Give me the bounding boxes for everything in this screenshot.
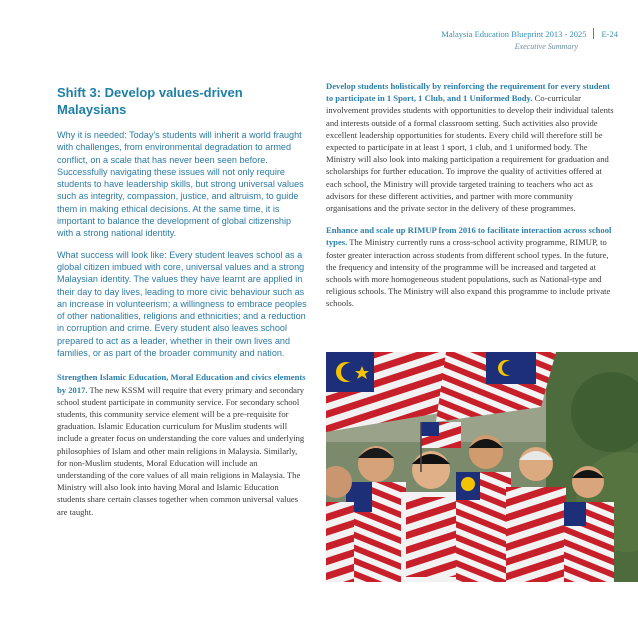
students-with-flags-photo <box>326 352 638 582</box>
document-title: Malaysia Education Blueprint 2013 - 2025 <box>441 29 587 39</box>
holistic-lead: Develop students holistically by reinforcing the requirement for every student to participate in 1 Sport, 1 Club, and 1 Uniformed Body. <box>326 81 610 104</box>
rimup-body: The Ministry currently runs a cross-school activity programme, RIMUP, to foster greater interaction across students from different school types. In the future, the frequency and intensity of the programme will be increased and targeted at schools with more homogeneous student populations, such as National-type and religious schools. The Ministry will also expand this programme to include private schools. <box>326 237 611 309</box>
left-column <box>57 84 307 528</box>
islamic-education-body: The new KSSM will require that every primary and secondary school student participate in community service. For secondary school students, this community service element will be a pre-requisite for graduation. Islamic Education curriculum for Muslim students will include a greater focus on understanding the core values and underlying philosophies of Islam and other main religions in Malaysia. Similarly, for non-Muslim students, Moral Education will include an understanding of the core values of all main religions in Malaysia. The Ministry will also look into having Moral and Islamic Education students share certain classes together when common universal values are taught. <box>57 384 305 517</box>
holistic-paragraph <box>326 80 618 214</box>
success-paragraph: What success will look like: Every student leaves school as a global citizen imbued with core, universal values and a strong Malaysian identity. The values they have learnt are applied in their day to day lives, leading to more civic behaviour such as an increase in volunteerism; a willingness to embrace peoples of other nationalities, religions and ethnicities; and a reduction in corruption and crime. Every student also leaves school prepared to act as a leader, whether in their own lives and families, or as part of the broader community and nation. <box>57 249 307 359</box>
why-needed-paragraph: Why it is needed: Today's students will inherit a world fraught with challenges, from environmental degradation to armed conflict, on a scale that has never been seen before. Successfully navigating these issues will not only require students to have leadership skills, but strong universal values such as integrity, compassion, justice, and altruism, to guide them in making ethical decisions. At the same time, it is important to balance the development of global citizenship with a strong national identity. <box>57 130 304 239</box>
right-column <box>326 80 618 320</box>
holistic-body: Co-curricular involvement provides students with opportunities to develop their individual talents and interests outside of a formal classroom setting. Such activities also provide excellent leadership opportunities for students. Every child will therefore still be expected to participate in at least 1 sport, 1 club, and 1 uniformed body. The Ministry will also look into making participation a requirement for graduation and scholarships for further education. To improve the quality of activities offered at each school, the Ministry will provide targeted training to teachers who act as advisors for these different activities, and partner with more community organisations and the private sector in the delivery of these programmes. <box>326 93 614 214</box>
section-label: Executive Summary <box>514 42 578 51</box>
header-divider <box>593 28 594 39</box>
shift-heading: Shift 3: Develop values-driven Malaysians <box>57 85 243 117</box>
page-number: E-24 <box>601 29 618 39</box>
rimup-paragraph <box>326 224 618 309</box>
header-line <box>441 28 618 39</box>
page-header <box>441 28 618 51</box>
rimup-lead: Enhance and scale up RIMUP from 2016 to facilitate interaction across school types. <box>326 225 612 248</box>
islamic-education-paragraph <box>57 371 307 517</box>
islamic-education-lead: Strengthen Islamic Education, Moral Education and civics elements by 2017. <box>57 372 306 395</box>
photo-illustration <box>326 352 638 582</box>
